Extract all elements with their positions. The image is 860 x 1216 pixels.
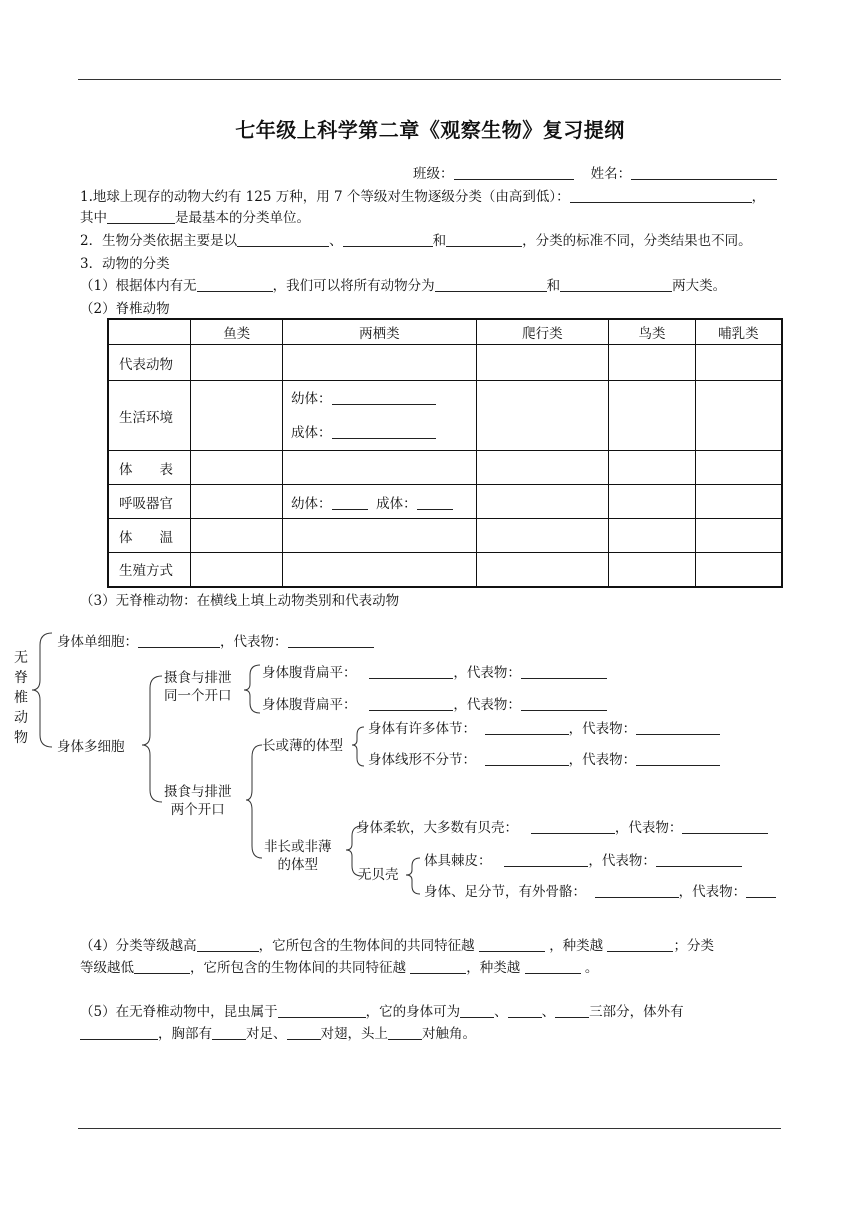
no-seg-blank[interactable]	[485, 751, 569, 766]
arthro-label: 身体、足分节，有外骨骼：	[424, 884, 586, 900]
not-long-line1: 非长或非薄	[264, 839, 332, 855]
flat-blank-1[interactable]	[369, 664, 453, 679]
many-seg-line	[368, 720, 720, 738]
col-header: 鸟类	[609, 319, 696, 345]
row-label: 体 温	[108, 519, 191, 553]
q5-g: 对触角。	[422, 1026, 476, 1042]
q4-blank-3[interactable]	[607, 937, 673, 952]
flat-rep-label: ，代表物：	[453, 697, 521, 713]
row-label: 呼吸器官	[108, 485, 191, 519]
unicell-line	[57, 633, 374, 651]
larva-label: 幼体：	[291, 495, 332, 512]
q5-blank-class[interactable]	[278, 1003, 366, 1018]
not-long-line2: 的体型	[277, 857, 318, 873]
no-seg-rep-label: ，代表物：	[568, 752, 637, 768]
q2-text-a: 2．生物分类依据主要是以	[80, 233, 238, 249]
q4-blank-6[interactable]	[525, 959, 581, 974]
flat-rep-label: ，代表物：	[453, 665, 521, 681]
q4-g: ，种类越	[466, 960, 521, 976]
unicell-rep-blank[interactable]	[288, 633, 374, 648]
spiny-rep-label: ，代表物：	[588, 853, 656, 869]
q1-text2a: 其中	[80, 210, 107, 226]
row-label: 体 表	[108, 451, 191, 485]
many-seg-rep-blank[interactable]	[636, 720, 720, 735]
spiny-line	[424, 852, 742, 870]
adult-label: 成体：	[376, 495, 417, 512]
q5-sep: 、	[494, 1004, 508, 1020]
q5-c: 三部分，体外有	[589, 1004, 684, 1020]
two-opening-label	[164, 783, 232, 819]
class-label: 班级：	[413, 166, 454, 182]
soft-rep-label: ，代表物：	[614, 820, 683, 836]
q2-and: 和	[432, 233, 447, 249]
brace-multicell	[142, 676, 162, 802]
q4-blank-2[interactable]	[479, 937, 545, 952]
soft-blank[interactable]	[531, 819, 615, 834]
not-long-label	[264, 838, 332, 874]
many-seg-blank[interactable]	[485, 720, 569, 735]
long-thin-label: 长或薄的体型	[262, 738, 343, 754]
q4-d: ；分类	[673, 938, 714, 954]
unicell-rep-label: ，代表物：	[220, 634, 288, 650]
q4-line2	[80, 959, 598, 977]
brace-two-opening	[246, 745, 262, 858]
q4-blank-5[interactable]	[410, 959, 466, 974]
row-label: 生殖方式	[108, 553, 191, 587]
q5-blank-part2[interactable]	[508, 1003, 542, 1018]
row-label: 代表动物	[108, 345, 191, 381]
q5-blank-cover[interactable]	[80, 1025, 158, 1040]
arthro-blank[interactable]	[595, 883, 679, 898]
q5-line1	[80, 1003, 684, 1021]
col-header: 鱼类	[191, 319, 283, 345]
flat-blank-2[interactable]	[369, 696, 453, 711]
soft-line	[356, 819, 768, 837]
two-opening-line1: 摄食与排泄	[164, 784, 232, 800]
q4-e: 等级越低	[80, 960, 134, 976]
q3-p1-c: 和	[546, 278, 561, 294]
spiny-blank[interactable]	[504, 852, 588, 867]
q5-blank-part1[interactable]	[460, 1003, 494, 1018]
q5-blank-antennae[interactable]	[388, 1025, 422, 1040]
multicell-label: 身体多细胞	[57, 739, 125, 755]
q5-d: ，胸部有	[158, 1026, 212, 1042]
q5-line2	[80, 1025, 476, 1043]
no-seg-label: 身体线形不分节：	[368, 752, 476, 768]
q5-a: （5）在无脊椎动物中，昆虫属于	[80, 1004, 278, 1020]
two-opening-line2: 两个开口	[170, 802, 225, 818]
one-opening-label	[164, 669, 232, 705]
unicell-label: 身体单细胞：	[57, 634, 138, 650]
q4-blank-1[interactable]	[197, 937, 259, 952]
brace-root	[32, 633, 52, 747]
q3-p1-d: 两大类。	[672, 278, 727, 294]
q3-p1-a: （1）根据体内有无	[80, 278, 197, 294]
q5-b: ，它的身体可为	[365, 1004, 461, 1020]
arthro-rep-blank[interactable]	[746, 883, 776, 898]
brace-no-shell	[406, 858, 420, 894]
q5-blank-part3[interactable]	[555, 1003, 589, 1018]
q3-p1-b: ，我们可以将所有动物分为	[272, 278, 435, 294]
soft-label: 身体柔软，大多数有贝壳：	[356, 820, 518, 836]
q5-sep: 、	[541, 1004, 556, 1020]
soft-rep-blank[interactable]	[682, 819, 768, 834]
tree-root-label: 无脊椎动物	[14, 650, 28, 746]
no-seg-rep-blank[interactable]	[636, 751, 720, 766]
q4-f: ，它所包含的生物体间的共同特征越	[190, 960, 406, 976]
spiny-label: 体具棘皮：	[424, 853, 492, 869]
unicell-blank[interactable]	[138, 633, 220, 648]
q5-blank-wings[interactable]	[287, 1025, 321, 1040]
q4-line1	[80, 937, 714, 955]
row-label: 生活环境	[108, 381, 191, 451]
q4-a: （4）分类等级越高	[80, 938, 197, 954]
no-seg-line	[368, 751, 720, 769]
brace-one-opening	[244, 665, 260, 713]
adult-label: 成体：	[291, 424, 332, 441]
arthro-line	[424, 883, 776, 901]
spiny-rep-blank[interactable]	[656, 852, 742, 867]
q4-c: ，种类越	[549, 938, 604, 954]
bottom-rule	[78, 1128, 781, 1129]
flat-rep-blank-2[interactable]	[521, 696, 607, 711]
q3-p2: （2）脊椎动物	[80, 301, 170, 317]
q3-p3: （3）无脊椎动物：在横线上填上动物类别和代表动物	[80, 593, 400, 609]
q2-text-b: ，分类的标准不同，分类结果也不同。	[522, 233, 752, 249]
q2-sep: 、	[329, 233, 343, 249]
flat-line-2	[262, 696, 607, 714]
flat-label: 身体腹背扁平：	[262, 665, 357, 681]
q1-comma: ，	[751, 189, 766, 205]
brace-long-thin	[352, 727, 364, 766]
q3-title: 3．动物的分类	[80, 256, 170, 272]
q1-text2b: 是最基本的分类单位。	[175, 210, 310, 226]
q5-blank-legs[interactable]	[212, 1025, 246, 1040]
q4-h: 。	[584, 960, 599, 976]
larva-label: 幼体：	[291, 390, 332, 407]
q4-blank-4[interactable]	[134, 959, 190, 974]
one-opening-line2: 同一个开口	[164, 688, 232, 704]
many-seg-label: 身体有许多体节：	[368, 721, 476, 737]
many-seg-rep-label: ，代表物：	[568, 721, 637, 737]
col-header: 两栖类	[283, 319, 477, 345]
no-shell-label: 无贝壳	[358, 867, 399, 883]
name-label: 姓名：	[590, 166, 632, 182]
flat-line-1	[262, 664, 607, 682]
flat-label: 身体腹背扁平：	[262, 697, 357, 713]
q5-e: 对足、	[246, 1026, 287, 1042]
arthro-rep-label: ，代表物：	[678, 884, 747, 900]
q1-text: 1.地球上现存的动物大约有 125 万种，用 7 个等级对生物逐级分类（由高到低）：	[80, 189, 570, 205]
col-header: 哺乳类	[695, 319, 782, 345]
flat-rep-blank-1[interactable]	[521, 664, 607, 679]
page-title: 七年级上科学第二章《观察生物》复习提纲	[235, 118, 625, 142]
one-opening-line1: 摄食与排泄	[164, 670, 232, 686]
col-header: 爬行类	[476, 319, 608, 345]
q5-f: 对翅，头上	[320, 1026, 388, 1042]
q4-b: ，它所包含的生物体间的共同特征越	[258, 938, 475, 954]
